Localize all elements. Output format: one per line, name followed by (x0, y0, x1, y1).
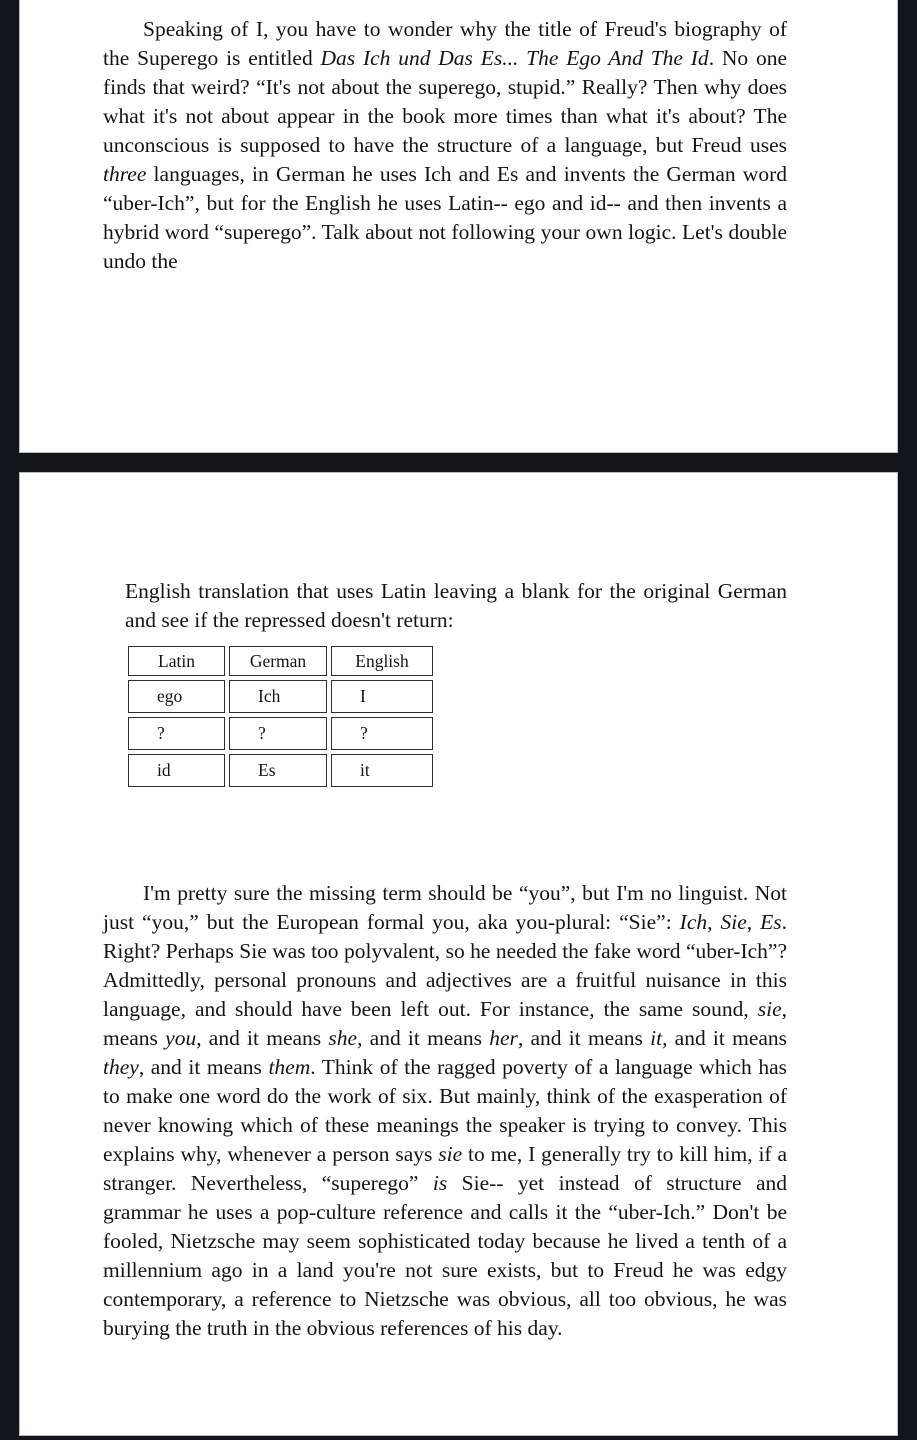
table-cell-german-es: Es (229, 754, 327, 787)
document-page-2 (19, 472, 898, 1436)
document-page-1 (19, 0, 898, 453)
table-cell-german-ich: Ich (229, 680, 327, 713)
table-cell-latin-unknown: ? (128, 717, 225, 750)
table-row (128, 717, 433, 750)
table-cell-latin-ego: ego (128, 680, 225, 713)
table-row (128, 680, 433, 713)
table-header-german: German (229, 646, 327, 676)
table-cell-english-unknown: ? (331, 717, 433, 750)
table-header-english: English (331, 646, 433, 676)
page2-intro-paragraph: English translation that uses Latin leaving a blank for the original German and see if the repressed doesn't return: (125, 579, 787, 632)
table-cell-english-it: it (331, 754, 433, 787)
translation-table (124, 642, 437, 791)
page1-paragraph: Speaking of I, you have to wonder why the title of Freud's biography of the Superego is entitled Das Ich und Das Es... The Ego And The Id. No one finds that weird? “It's not about the superego, stupid.” Really? Then why does what it's not about appear in the book more times than what it's about? The unconscious is supposed to have the structure of a language, but Freud uses three languages, in German he uses Ich and Es and invents the German word “uber-Ich”, but for the English he uses Latin-- ego and id-- and then invents a hybrid word “superego”. Talk about not following your own logic. Let's double undo the (103, 17, 787, 273)
table-cell-english-i: I (331, 680, 433, 713)
table-header-row (128, 646, 433, 676)
table-header-latin: Latin (128, 646, 225, 676)
table-cell-latin-id: id (128, 754, 225, 787)
table-row (128, 754, 433, 787)
table-cell-german-unknown: ? (229, 717, 327, 750)
page2-main-paragraph: I'm pretty sure the missing term should be “you”, but I'm no linguist. Not just “you,” but the European formal you, aka you-plural: “Sie”: Ich, Sie, Es. Right? Perhaps Sie was too polyvalent, so he needed the fake word “uber-Ich”? Admittedly, personal pronouns and adjectives are a fruitful nuisance in this language, and should have been left out. For instance, the same sound, sie, means you, and it means she, and it means her, and it means it, and it means they, and it means them. Think of the ragged poverty of a language which has to make one word do the work of six. But mainly, think of the exasperation of never knowing which of these meanings the speaker is trying to convey. This explains why, whenever a person says sie to me, I generally try to kill him, if a stranger. Nevertheless, “superego” is Sie-- yet instead of structure and grammar he uses a pop-culture reference and calls it the “uber-Ich.” Don't be fooled, Nietzsche may seem sophisticated today because he lived a tenth of a millennium ago in a land you're not sure exists, but to Freud he was edgy contemporary, a reference to Nietzsche was obvious, all too obvious, he was burying the truth in the obvious references of his day. (103, 881, 788, 1340)
